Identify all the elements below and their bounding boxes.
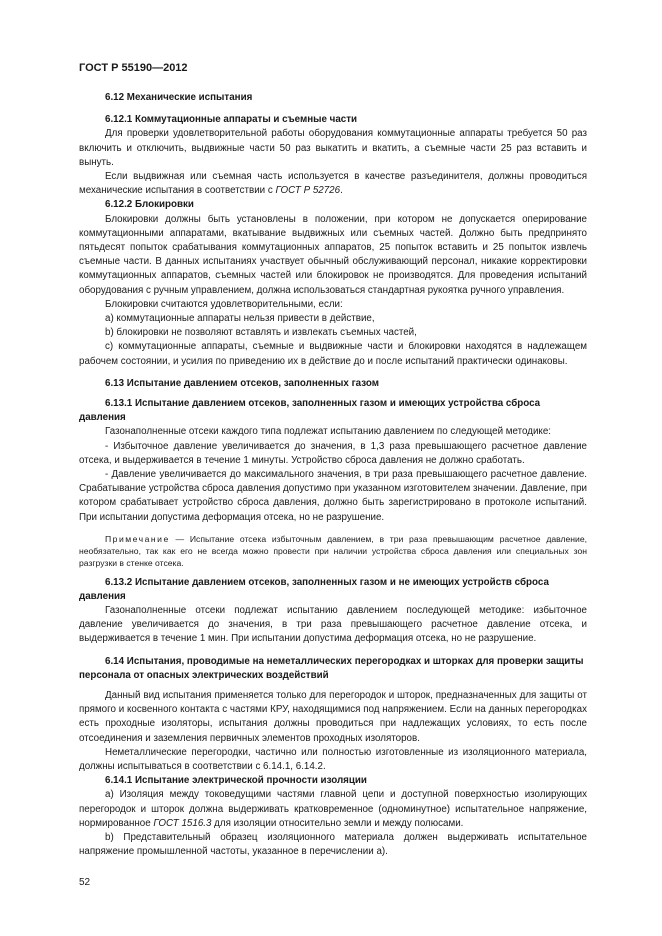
- paragraph: Неметаллические перегородки, частично или полностью изготовленные из изоляционного материала, должны испытываться в соответствии с 6.14.1, 6.14.2.: [79, 746, 587, 772]
- paragraph: - Давление увеличивается до максимального значения, в три раза превышающего расчетное давление. Срабатывание устройства сброса давления допустимо при указанном изготовителем значении. Давление, при котором срабатывает устройство сброса давления, должно быть зарегистрировано в протоколе испытаний. При испытании допустима деформация отсека, но не разрушение.: [79, 469, 587, 523]
- subsection-6-12-1-title: 6.12.1 Коммутационные аппараты и съемные части: [105, 114, 358, 126]
- standard-reference: ГОСТ 1516.3: [153, 817, 212, 829]
- document-header: ГОСТ Р 55190—2012: [79, 62, 188, 74]
- subsection-6-13-2-title: 6.13.2 Испытание давлением отсеков, заполненных газом и не имеющих устройств сброса давления: [79, 576, 549, 602]
- list-item: с) коммутационные аппараты, съемные и выдвижные части и блокировки находятся в надлежащем рабочем состоянии, и усилия по приведению их в действие до и после испытаний практически одинаковы.: [79, 341, 587, 367]
- section-6-14-title: 6.14 Испытания, проводимые на неметаллических перегородках и шторках для проверки защиты персонала от опасных электрических воздействий: [79, 655, 584, 681]
- list-item: b) Представительный образец изоляционного материала должен выдерживать испытательное напряжение промышленной частоты, указанное в перечислении а).: [79, 831, 587, 858]
- note-text: — Испытание отсека избыточным давлением, в три раза превышающим расчетное давление, необязательно, так как его не всегда можно провести при наличии устройства сброса давления или специальных зон разгрузки в стенке отсека.: [79, 533, 587, 569]
- list-item: а) Изоляция между токоведущими частями главной цепи и доступной поверхностью изолирующих перегородок и шторок должна выдерживать кратковременное (одноминутное) испытательное напряжение, нормированное ГОСТ 1516.3 для изоляции относительно земли и между полюсами.: [79, 789, 587, 829]
- paragraph: Блокировки считаются удовлетворительными, если:: [105, 298, 343, 310]
- list-item: а) коммутационные аппараты нельзя привести в действие,: [105, 313, 375, 325]
- subsection-6-13-1-title: 6.13.1 Испытание давлением отсеков, заполненных газом и имеющих устройства сброса давления: [79, 398, 541, 424]
- subsection-6-12-2-title: 6.12.2 Блокировки: [105, 199, 194, 211]
- page-number: 52: [79, 877, 91, 888]
- paragraph: - Избыточное давление увеличивается до значения, в 1,3 раза превышающего расчетное давление отсека, и выдерживается в течение 1 минуты. Устройство сброса давления не должно сработать.: [79, 440, 587, 466]
- paragraph: Газонаполненные отсеки каждого типа подлежат испытанию давлением по следующей методике:: [105, 426, 552, 438]
- note-label: Примечание: [105, 533, 170, 544]
- paragraph: Данный вид испытания применяется только для перегородок и шторок, предназначенных для защиты от прямого и косвенного контакта с частями КРУ, находящимися под напряжением. Если на данных перегородках есть проходные изоляторы, испытания должны проводиться при надлежащих условиях, то есть после отсоединения и заземления первичных элементов проходных изоляторов.: [79, 689, 587, 744]
- document-body: [79, 91, 587, 859]
- paragraph: Если выдвижная или съемная часть используется в качестве разъединителя, должны проводиться механические испытания в соответствии с ГОСТ Р 52726.: [79, 171, 587, 197]
- subsection-6-14-1-title: 6.14.1 Испытание электрической прочности изоляции: [105, 775, 367, 787]
- paragraph: Для проверки удовлетворительной работы оборудования коммутационные аппараты требуется 50 раз включить и отключить, выдвижные части 50 раз выкатить и вкатить, а съемные части 25 раз вставить и вынуть.: [79, 128, 587, 168]
- list-item: b) блокировки не позволяют вставлять и извлекать съемных частей,: [105, 327, 417, 339]
- paragraph: Газонаполненные отсеки подлежат испытанию давлением последующей методике: избыточное давление увеличивается до значения, в три раза превышающего расчетное давление отсека, и выдерживается в течение 1 мин. При испытании допустима деформация отсека, но не разрушение.: [79, 604, 587, 645]
- note: [79, 533, 587, 570]
- standard-reference: ГОСТ Р 52726: [275, 185, 341, 197]
- section-6-12-title: 6.12 Механические испытания: [105, 92, 253, 103]
- paragraph: Блокировки должны быть установлены в положении, при котором не допускается оперирование коммутационными аппаратами, вкатывание выдвижных или съемных частей. Должно быть предпринято пятьдесят попыток срабатывания коммутационных аппаратов, 25 попыток вставить и 25 попыток извлечь съемные части. В данных испытаниях участвует обычный обслуживающий персонал, никакие корректировки коммутационных аппаратов, съемных частей или блокировок не производятся. Для проведения испытаний оборудования с ручным управлением, должна использоваться стандартная рукоятка ручного управления.: [79, 213, 587, 296]
- section-6-13-title: 6.13 Испытание давлением отсеков, заполненных газом: [105, 377, 379, 389]
